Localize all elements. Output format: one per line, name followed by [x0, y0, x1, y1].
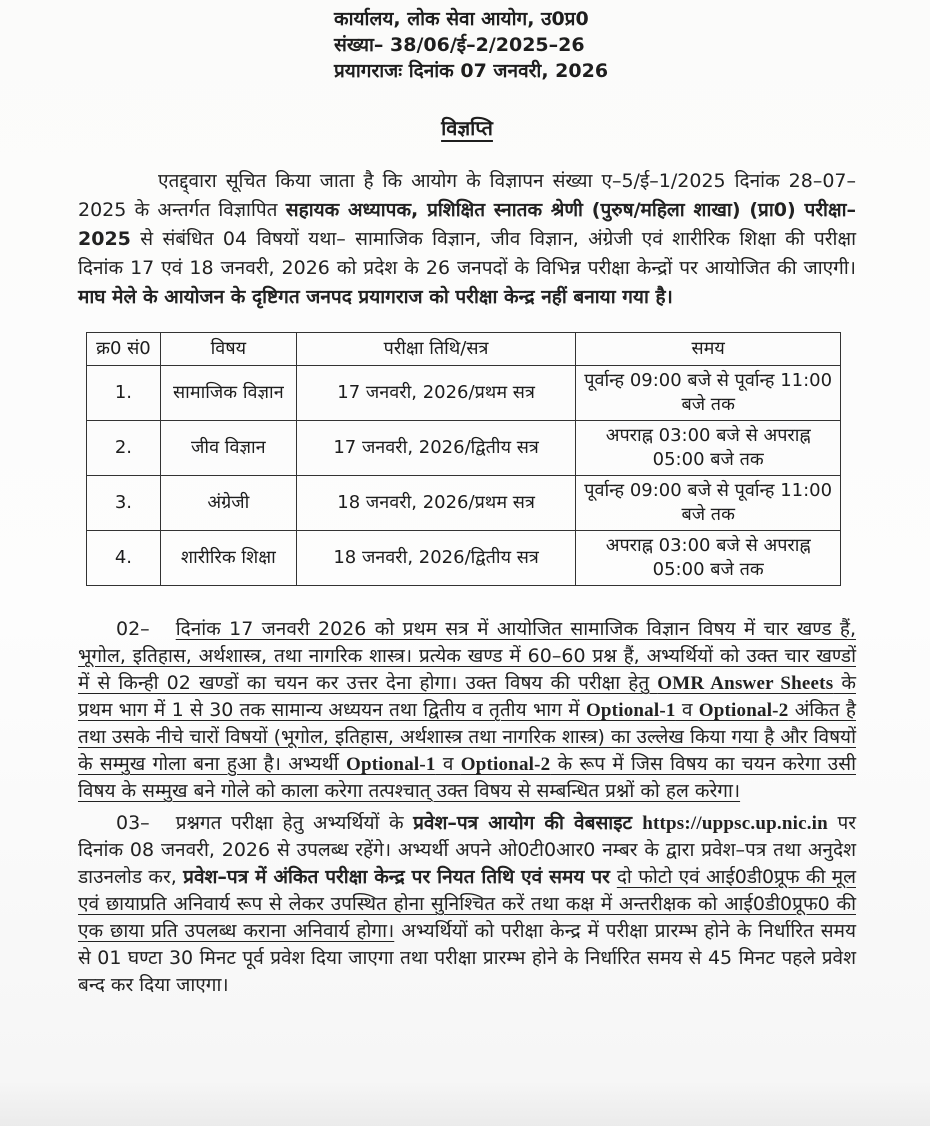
column-header-subject: विषय: [160, 333, 296, 366]
serial-cell: 4.: [87, 531, 161, 586]
title-row: [78, 114, 856, 141]
document-header: [334, 6, 856, 84]
paragraph-number: 02–: [116, 618, 150, 640]
serial-cell: 3.: [87, 476, 161, 531]
text-run: Optional-2: [698, 700, 789, 721]
text-run: सहायक अध्यापक, प्रशिक्षित स्नातक श्रेणी (पुरुष/महिला शाखा) (प्रा0) परीक्षा–2025: [78, 199, 856, 250]
column-header-time: समय: [576, 333, 841, 366]
text-run: प्रवेश–पत्र आयोग की वेबसाइट: [413, 812, 643, 834]
date-session-cell: 18 जनवरी, 2026/द्वितीय सत्र: [296, 531, 576, 586]
text-run: के रूप में जिस विषय का चयन करेगा उसी विषय के सम्मुख बने गोले को काला करेगा तत्पश्चात् उक्त विषय से सम्बन्धित प्रश्नों को हल करेगा।: [78, 753, 856, 802]
text-run: प्रश्नगत परीक्षा हेतु अभ्यर्थियों के: [175, 812, 414, 834]
subject-cell: सामाजिक विज्ञान: [160, 366, 296, 421]
serial-cell: 1.: [87, 366, 161, 421]
date-session-cell: 18 जनवरी, 2026/प्रथम सत्र: [296, 476, 576, 531]
subject-cell: अंग्रेजी: [160, 476, 296, 531]
header-place-date: प्रयागराजः दिनांक 07 जनवरी, 2026: [334, 60, 609, 82]
text-run: माघ मेले के आयोजन के दृष्टिगत जनपद प्रयागराज को परीक्षा केन्द्र नहीं बनाया गया है।: [78, 286, 673, 308]
subject-cell: शारीरिक शिक्षा: [160, 531, 296, 586]
table-row: [87, 476, 841, 531]
text-run: अंकित है तथा उसके नीचे चारों विषयों (भूगोल, इतिहास, अर्थशास्त्र तथा नागरिक शास्त्र) का उल्लेख किया गया है और विषयों के सम्मुख गोला बना हुआ है। अभ्यर्थी: [78, 699, 856, 775]
text-run: व: [435, 753, 461, 775]
table-row: [87, 366, 841, 421]
text-run: पर दिनांक 08 जनवरी, 2026 से उपलब्ध रहेंगे। अभ्यर्थी अपने ओ0टी0आर0 नम्बर के द्वारा प्रवेश–पत्र तथा अनुदेश डाउनलोड कर,: [78, 812, 857, 888]
text-run: दो फोटो एवं आई0डी0प्रूफ की मूल एवं छायाप्रति अनिवार्य रूप से लेकर उपस्थित होना सुनिश्चित करें तथा कक्ष में अन्तरीक्षक को आई0डी0प्रूफ0 की एक छाया प्रति उपलब्ध कराना अनिवार्य होगा।: [78, 866, 856, 942]
time-cell: पूर्वान्ह 09:00 बजे से पूर्वान्ह 11:00 बजे तक: [576, 366, 841, 421]
text-run: व: [675, 699, 699, 721]
table-row: [87, 531, 841, 586]
header-office-line: कार्यालय, लोक सेवा आयोग, उ0प्र0: [334, 8, 589, 30]
text-run: Optional-2: [460, 754, 551, 775]
time-cell: अपराह्न 03:00 बजे से अपराह्न 05:00 बजे तक: [576, 531, 841, 586]
serial-cell: 2.: [87, 421, 161, 476]
text-run: अभ्यर्थियों को परीक्षा केन्द्र में परीक्षा प्रारम्भ होने के निर्धारित समय से 01 घण्टा 30 मिनट पूर्व प्रवेश दिया जाएगा तथा परीक्षा प्रारम्भ होने के निर्धारित समय से 45 मिनट पहले प्रवेश बन्द कर दिया जाएगा।: [78, 920, 857, 996]
text-run: दिनांक 17 जनवरी 2026 को प्रथम सत्र में आयोजित सामाजिक विज्ञान विषय में चार खण्ड हैं, भूगोल, इतिहास, अर्थशास्त्र, तथा नागरिक शास्त्र। प्रत्येक खण्ड में 60–60 प्रश्न हैं, अभ्यर्थियों को उक्त चार खण्डों में से किन्ही 02 खण्डों का चयन कर उत्तर देना होगा। उक्त विषय की परीक्षा हेतु: [78, 618, 856, 694]
date-session-cell: 17 जनवरी, 2026/प्रथम सत्र: [296, 366, 576, 421]
paragraph-02-omr-instructions: [78, 616, 856, 805]
subject-cell: जीव विज्ञान: [160, 421, 296, 476]
exam-schedule-table: [86, 332, 841, 586]
text-run: प्रवेश–पत्र में अंकित परीक्षा केन्द्र पर नियत तिथि एवं समय पर: [183, 866, 617, 888]
table-row: [87, 421, 841, 476]
paragraph-number: 03–: [116, 812, 150, 834]
time-cell: पूर्वान्ह 09:00 बजे से पूर्वान्ह 11:00 बजे तक: [576, 476, 841, 531]
text-run: से संबंधित 04 विषयों यथा– सामाजिक विज्ञान, जीव विज्ञान, अंग्रेजी एवं शारीरिक शिक्षा की परीक्षा दिनांक 17 एवं 18 जनवरी, 2026 को प्रदेश के 26 जनपदों के विभिन्न परीक्षा केन्द्रों पर आयोजित की जाएगी।: [78, 228, 856, 279]
column-header-serial: क्र0 सं0: [87, 333, 161, 366]
date-session-cell: 17 जनवरी, 2026/द्वितीय सत्र: [296, 421, 576, 476]
text-run: Optional-1: [345, 754, 436, 775]
document-title: विज्ञप्ति: [441, 116, 493, 140]
text-run: https://uppsc.up.nic.in: [642, 813, 828, 834]
time-cell: अपराह्न 03:00 बजे से अपराह्न 05:00 बजे तक: [576, 421, 841, 476]
table-header-row: [87, 333, 841, 366]
header-reference-number: संख्या– 38/06/ई–2/2025–26: [334, 34, 585, 56]
column-header-date-session: परीक्षा तिथि/सत्र: [296, 333, 576, 366]
text-run: एतद्द्वारा सूचित किया जाता है कि आयोग के विज्ञापन संख्या ए–5/ई–1/2025 दिनांक 28–07–2025 के अन्तर्गत विज्ञापित: [78, 170, 856, 221]
text-run: Optional-1: [585, 700, 676, 721]
text-run: OMR Answer Sheets: [657, 673, 834, 694]
text-run: के प्रथम भाग में 1 से 30 तक सामान्य अध्ययन तथा द्वितीय व तृतीय भाग में: [78, 672, 856, 721]
paragraph-03-admit-card-instructions: [78, 810, 856, 999]
paragraph-intro: [78, 167, 856, 312]
